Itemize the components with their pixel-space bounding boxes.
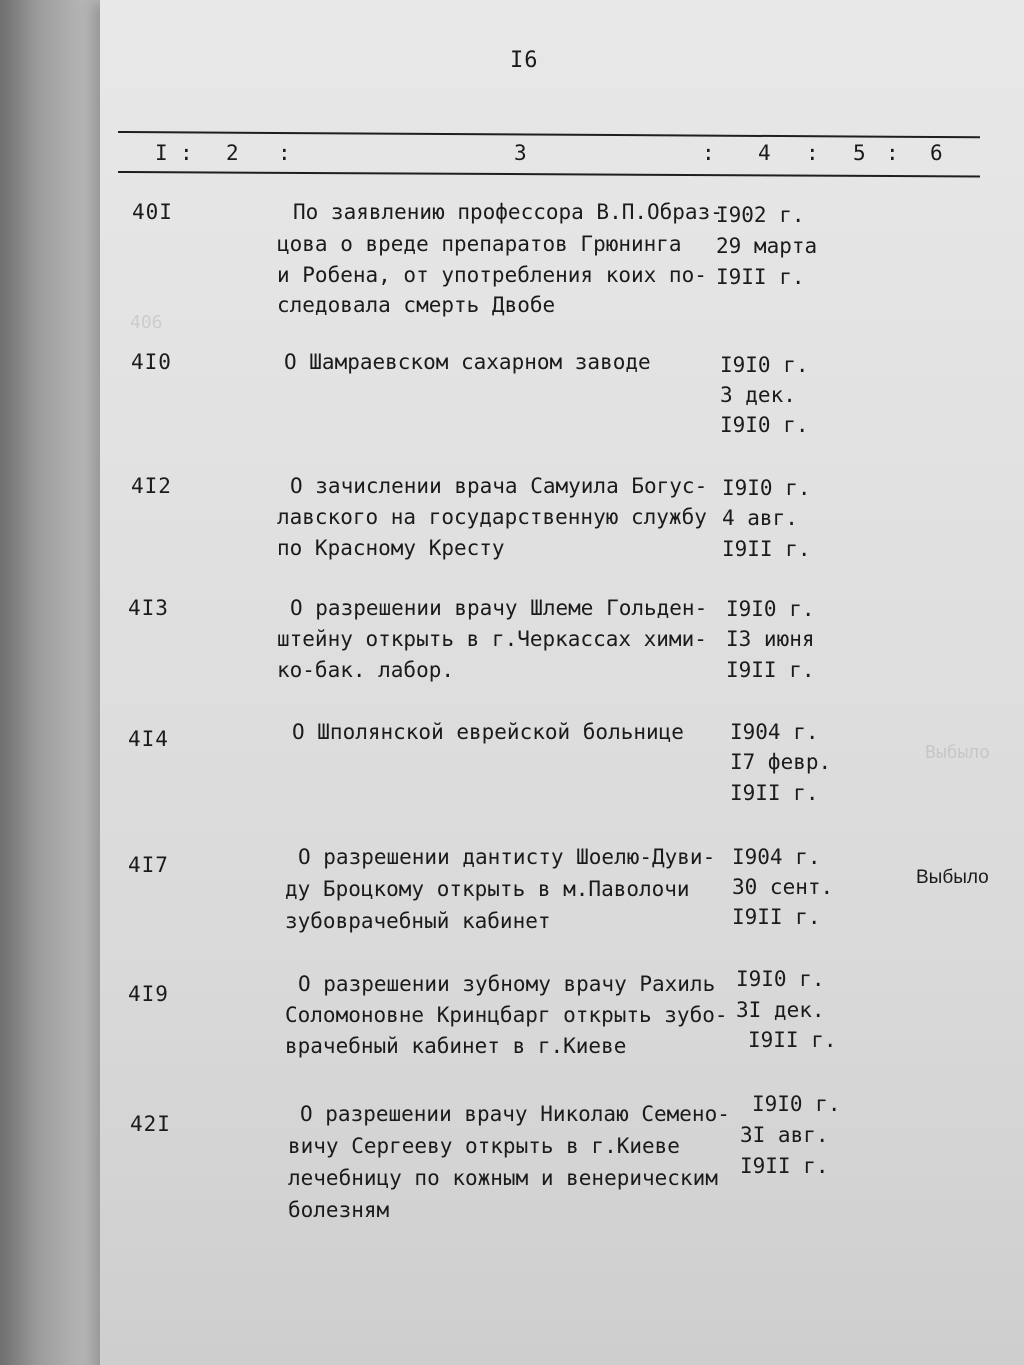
entry-date-line: I9II г. (726, 658, 815, 682)
page-number: I6 (510, 48, 539, 73)
entry-date-line: 3 дек. (720, 383, 796, 407)
header-separator: : (806, 141, 819, 165)
header-separator: : (278, 141, 291, 165)
entry-date-line: 30 сент. (732, 875, 834, 899)
entry-description-line: цова о вреде препаратов Грюнинга (277, 232, 682, 256)
entry-number: 4I2 (131, 474, 172, 498)
entry-description-line: врачебный кабинет в г.Киеве (285, 1034, 627, 1058)
entry-date-line: 29 марта (716, 234, 818, 258)
entry-description-line: и Робена, от употребления коих по- (277, 263, 707, 287)
entry-number: 4I0 (131, 350, 172, 374)
entry-date-line: I9I0 г. (752, 1092, 841, 1116)
entry-date-line: I9I0 г. (720, 413, 809, 437)
entry-description-line: ду Броцкому открыть в м.Паволочи (285, 877, 690, 901)
entry-date-line: I9I0 г. (736, 967, 825, 991)
entry-number: 42I (130, 1112, 171, 1136)
entry-number: 4I4 (128, 727, 169, 751)
entry-date-line: I9II г. (748, 1028, 837, 1052)
header-col-4: 4 (758, 141, 771, 165)
entry-description-line: О разрешении врачу Николаю Семено- (300, 1102, 730, 1126)
entry-description-line: штейну открыть в г.Черкассах хими- (277, 627, 707, 651)
entry-date-line: I3 июня (726, 627, 815, 651)
entry-date-line: I9I0 г. (720, 353, 809, 377)
entry-description-line: О Шамраевском сахарном заводе (284, 350, 651, 374)
bleed-through: Выбыло (925, 742, 991, 763)
header-col-5: 5 (853, 141, 866, 165)
entry-date-line: I9II г. (716, 265, 805, 289)
entry-description-line: ко-бак. лабор. (277, 658, 455, 682)
entry-description-line: О разрешении зубному врачу Рахиль (298, 972, 716, 996)
entry-number: 40I (132, 200, 173, 224)
entry-description-line: зубоврачебный кабинет (285, 909, 551, 933)
margin-note: Выбыло (916, 867, 989, 888)
entry-date-line: I9II г. (732, 905, 821, 929)
entry-description-line: Соломоновне Кринцбарг открыть зубо- (285, 1003, 728, 1027)
entry-date-line: I904 г. (732, 845, 821, 869)
entry-description-line: болезням (288, 1198, 390, 1222)
header-col-6: 6 (930, 141, 943, 165)
entry-date-line: I9II г. (740, 1154, 829, 1178)
entry-description-line: О разрешении врачу Шлеме Гольден- (290, 596, 708, 620)
entry-date-line: I902 г. (716, 203, 805, 227)
header-col-1: I (155, 141, 168, 165)
entry-number: 4I3 (128, 596, 169, 620)
entry-description-line: лавского на государственную службу (277, 505, 707, 529)
entry-description-line: О разрешении дантисту Шоелю-Дуви- (298, 845, 716, 869)
entry-date-line: I9II г. (722, 537, 811, 561)
bleed-through: 406 (130, 312, 163, 333)
header-col-2: 2 (226, 141, 239, 165)
header-separator: : (180, 141, 193, 165)
entry-description-line: вичу Сергееву открыть в г.Киеве (288, 1134, 680, 1158)
entry-date-line: 3I дек. (736, 998, 825, 1022)
entry-description-line: О Шполянской еврейской больнице (292, 720, 684, 744)
entry-description-line: О зачислении врача Самуила Богус- (290, 474, 708, 498)
entry-description-line: лечебницу по кожным и венерическим (288, 1166, 718, 1190)
entry-description-line: следовала смерть Двобе (277, 293, 556, 317)
entry-date-line: I9II г. (730, 781, 819, 805)
entry-description-line: По заявлению профессора В.П.Образ- (293, 200, 723, 224)
entry-description-line: по Красному Кресту (277, 536, 505, 560)
header-col-3: 3 (514, 141, 527, 165)
entry-date-line: I7 февр. (730, 750, 832, 774)
entry-date-line: 3I авг. (740, 1123, 829, 1147)
entry-number: 4I9 (128, 982, 169, 1006)
entry-date-line: I9I0 г. (726, 597, 815, 621)
entry-date-line: I904 г. (730, 720, 819, 744)
entry-number: 4I7 (128, 853, 169, 877)
entry-date-line: 4 авг. (722, 506, 798, 530)
header-separator: : (886, 141, 899, 165)
entry-date-line: I9I0 г. (722, 476, 811, 500)
header-separator: : (702, 141, 715, 165)
